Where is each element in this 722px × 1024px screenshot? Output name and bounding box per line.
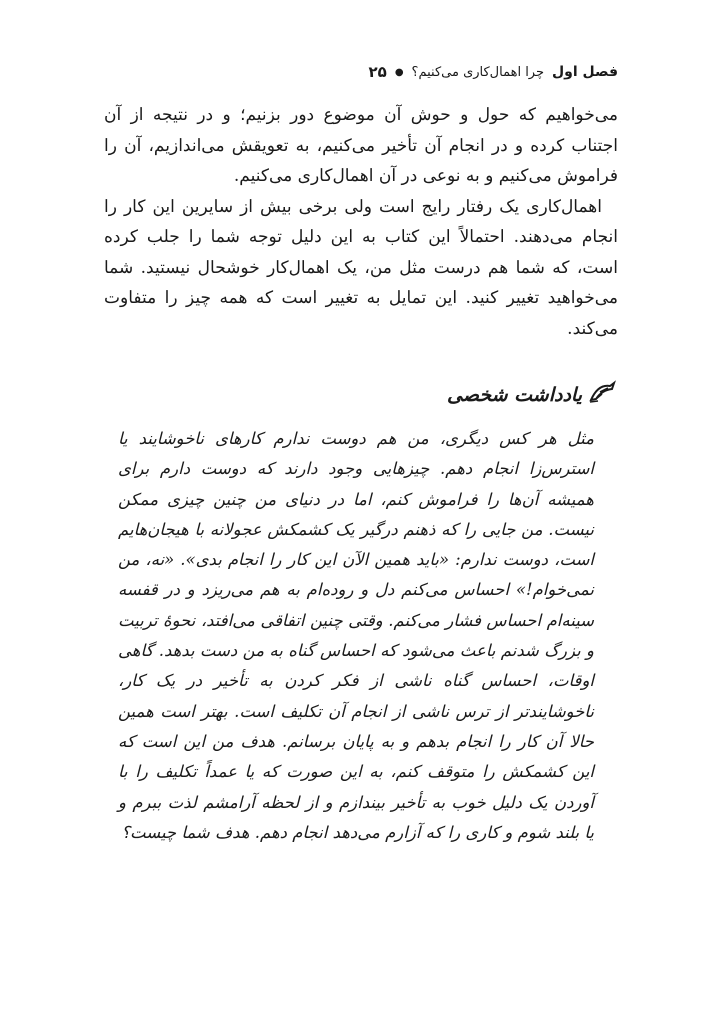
paragraph-2: اهمال‌کاری یک رفتار رایج است ولی برخی بیش از سایرین این کار را انجام می‌دهند. احتمالاً این کتاب به این دلیل توجه شما را جلب کرده است، که شما هم درست مثل من، یک اهمال‌کار خوشحال نیستید. شما می‌خواهید تغییر کنید. این تمایل به تغییر است که همه چیز را متفاوت می‌کند. (104, 196, 618, 339)
chapter-title: چرا اهمال‌کاری می‌کنیم؟ (411, 64, 545, 80)
paragraph-1: می‌خواهیم که حول و حوش آن موضوع دور بزنیم؛ و در نتیجه از آن اجتناب کرده و در انجام آن تأخیر می‌کنیم، به تعویقش می‌اندازیم، آن را فراموش می‌کنیم و به نوعی در آن اهمال‌کاری می‌کنیم. (104, 105, 618, 186)
page-number: ۲۵ (368, 63, 387, 81)
personal-note-title: یادداشت شخصی (447, 383, 582, 406)
chapter-label: فصل اول (552, 64, 618, 80)
pencil-icon (588, 380, 618, 409)
personal-note-heading (104, 380, 618, 409)
body-text (104, 100, 618, 344)
running-header (104, 60, 618, 84)
header-bullet: ● (394, 66, 404, 78)
personal-note-body (118, 424, 594, 848)
personal-note-text: مثل هر کس دیگری، من هم دوست ندارم کارهای ناخوشایند یا استرس‌زا انجام دهم. چیزهایی وجود دارند که دوست دارم برای همیشه آن‌ها را فراموش کنم، اما در دنیای من چنین چیزی ممکن نیست. من جایی را که ذهنم درگیر یک کشمکش عجولانه با هیجان‌هایم است، دوست ندارم: «باید همین الآن این کار را انجام بدی». «نه، من نمی‌خوام!» احساس می‌کنم دل و روده‌ام به هم می‌ریزد و در قفسه سینه‌ام احساس فشار می‌کنم. وقتی چنین اتفاقی می‌افتد، نحوهٔ تربیت و بزرگ شدنم باعث می‌شود که احساس گناه به من دست بدهد. گاهی اوقات، احساس گناه ناشی از فکر کردن به تأخیر در یک کار، ناخوشایندتر از ترس ناشی از انجام آن تکلیف است. بهتر است همین حالا آن کار را انجام بدهم و به پایان برسانم. هدف من این است که این کشمکش را متوقف کنم، به این صورت که یا عمداً تکلیف را با آوردن یک دلیل خوب به تأخیر بیندازم و از لحظه آرامشم لذت ببرم و یا بلند شوم و کاری را که آزارم می‌دهد انجام دهم. هدف شما چیست؟ (118, 429, 594, 842)
